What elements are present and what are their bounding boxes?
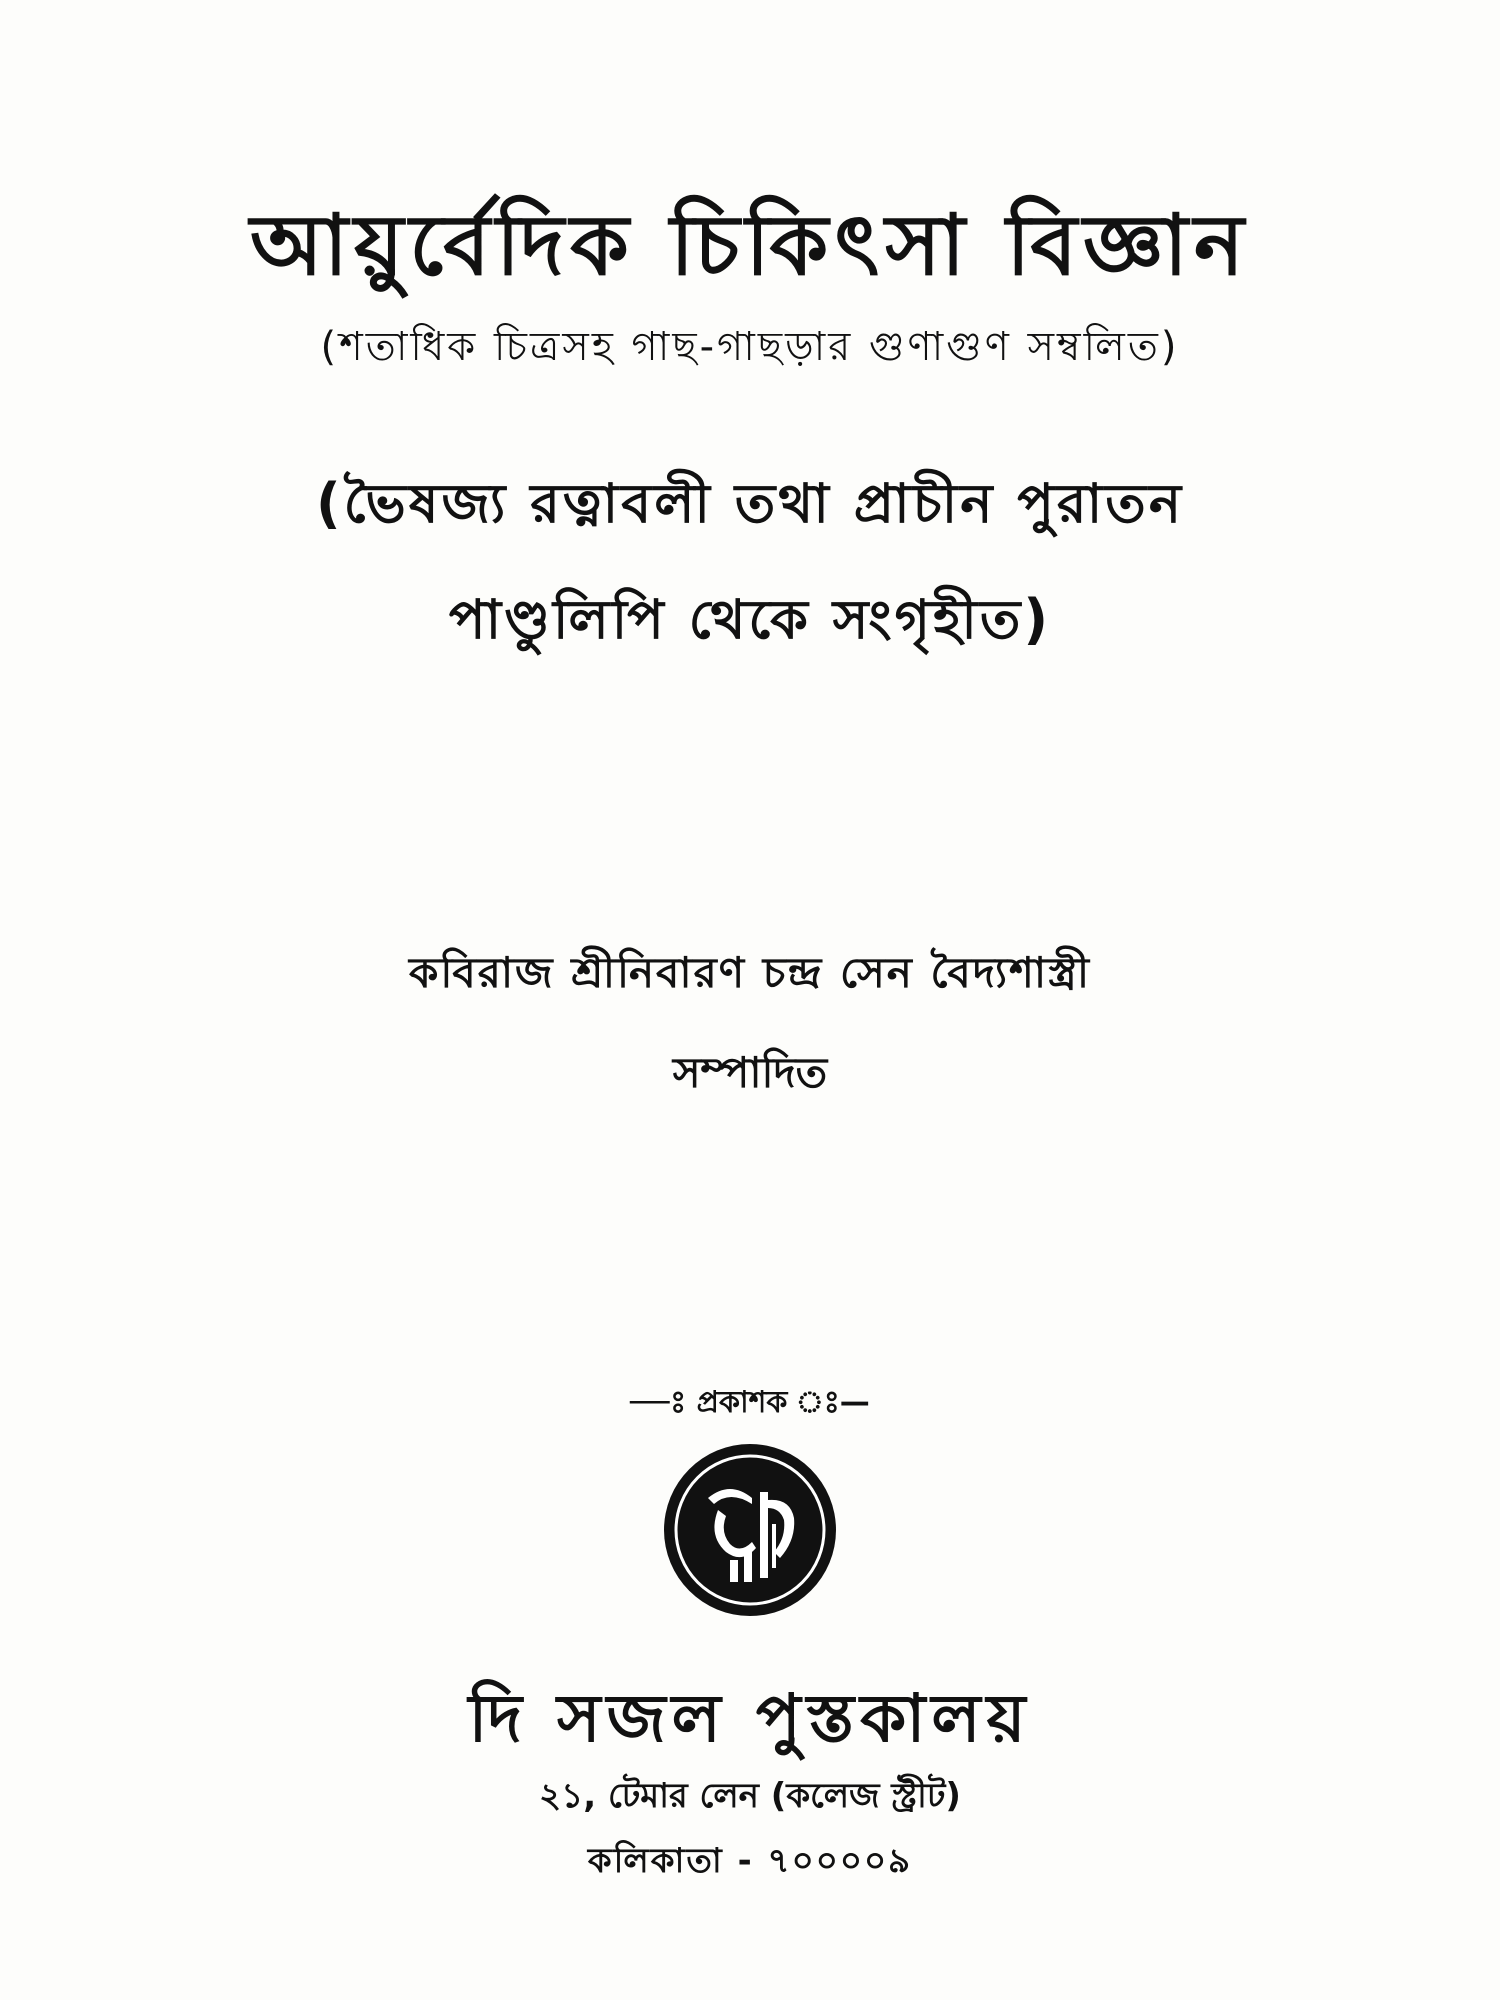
address-line-1: ২১, টেমার লেন (কলেজ স্ট্রীট) — [539, 1776, 961, 1816]
book-title: আয়ুর্বেদিক চিকিৎসা বিজ্ঞান — [250, 196, 1250, 294]
book-subtitle: (শতাধিক চিত্রসহ গাছ-গাছড়ার গুণাগুণ সম্বলিত) — [320, 324, 1180, 370]
publisher-label: —ঃ প্রকাশক ঃ— — [630, 1385, 870, 1420]
address-line-2: কলিকাতা - ৭০০০০৯ — [587, 1841, 913, 1881]
editor-name: কবিরাজ শ্রীনিবারণ চন্দ্র সেন বৈদ্যশাস্ত্রী — [409, 948, 1091, 997]
source-line-2: পাণ্ডুলিপি থেকে সংগৃহীত) — [448, 588, 1052, 651]
publisher-emblem-icon — [660, 1440, 840, 1620]
edited-label: সম্পাদিত — [672, 1048, 828, 1097]
source-line-1: (ভৈষজ্য রত্নাবলী তথা প্রাচীন পুরাতন — [315, 472, 1185, 535]
publisher-name: দি সজল পুস্তকালয় — [468, 1680, 1032, 1757]
